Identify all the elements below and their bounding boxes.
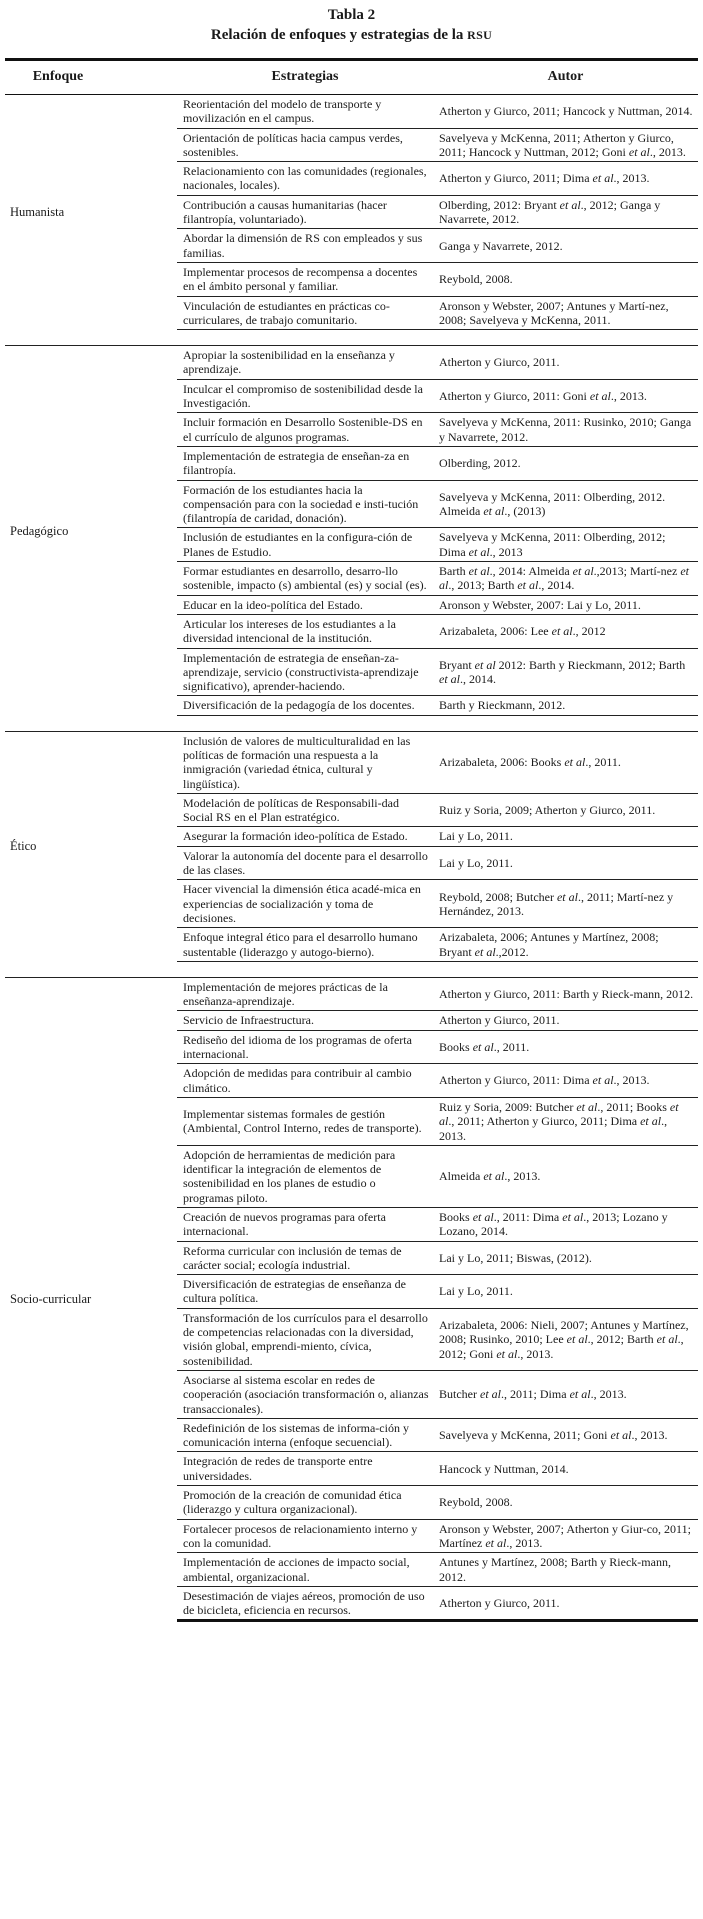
table-row	[5, 346, 698, 380]
autor-cell: Savelyeva y McKenna, 2011: Olberding, 2012; Dima et al., 2013	[433, 528, 698, 562]
estrategia-cell: Fortalecer procesos de relacionamiento interno y con la comunidad.	[177, 1519, 433, 1553]
autor-cell: Bryant et al 2012: Barth y Rieckmann, 2012; Barth et al., 2014.	[433, 648, 698, 696]
enfoque-cell: Pedagógico	[10, 523, 69, 538]
estrategia-cell: Valorar la autonomía del docente para el desarrollo de las clases.	[177, 846, 433, 880]
autor-cell: Lai y Lo, 2011; Biswas, (2012).	[433, 1241, 698, 1275]
separator-cell	[5, 961, 698, 977]
autor-cell: Arizabaleta, 2006: Books et al., 2011.	[433, 731, 698, 793]
autor-cell: Barth y Rieckmann, 2012.	[433, 696, 698, 715]
autor-cell: Ganga y Navarrete, 2012.	[433, 229, 698, 263]
estrategia-cell: Servicio de Infraestructura.	[177, 1011, 433, 1030]
estrategia-cell: Vinculación de estudiantes en prácticas co-curriculares, de trabajo comunitario.	[177, 296, 433, 330]
autor-cell: Lai y Lo, 2011.	[433, 827, 698, 846]
estrategia-cell: Contribución a causas humanitarias (hacer filantropía, voluntariado).	[177, 195, 433, 229]
table-row	[5, 977, 698, 1011]
autor-cell: Butcher et al., 2011; Dima et al., 2013.	[433, 1370, 698, 1418]
estrategia-cell: Orientación de políticas hacia campus verdes, sostenibles.	[177, 128, 433, 162]
autor-cell: Reybold, 2008.	[433, 1486, 698, 1520]
enfoque-cell: Socio-curricular	[10, 1292, 92, 1307]
estrategia-cell: Inclusión de valores de multiculturalidad en las políticas de formación una respuesta a la inmigración (variedad étnica, cultural y lingüística).	[177, 731, 433, 793]
table-title: Tabla 2	[327, 7, 376, 23]
autor-cell: Savelyeva y McKenna, 2011; Goni et al., 2013.	[433, 1418, 698, 1452]
estrategia-cell: Implementación de mejores prácticas de la enseñanza-aprendizaje.	[177, 977, 433, 1011]
enfoque-cell: Humanista	[10, 205, 65, 220]
rsu-abbreviation: RSU	[467, 28, 493, 42]
autor-cell: Lai y Lo, 2011.	[433, 846, 698, 880]
estrategia-cell: Redefinición de los sistemas de informa-ción y comunicación interna (enfoque secuencial).	[177, 1418, 433, 1452]
estrategia-cell: Educar en la ideo-política del Estado.	[177, 595, 433, 614]
estrategia-cell: Promoción de la creación de comunidad ética (liderazgo y cultura organizacional).	[177, 1486, 433, 1520]
autor-cell: Atherton y Giurco, 2011.	[433, 1586, 698, 1621]
estrategia-cell: Modelación de políticas de Responsabili-dad Social RS en el Plan estratégico.	[177, 793, 433, 827]
estrategia-cell: Formación de los estudiantes hacia la compensación para con la sociedad e insti-tución (filantropía de caridad, donación).	[177, 480, 433, 528]
group-separator	[5, 330, 698, 346]
estrategia-cell: Desestimación de viajes aéreos, promoción de uso de bicicleta, eficiencia en recursos.	[177, 1586, 433, 1621]
autor-cell: Savelyeva y McKenna, 2011: Olberding, 2012. Almeida et al., (2013)	[433, 480, 698, 528]
autor-cell: Ruiz y Soria, 2009; Atherton y Giurco, 2011.	[433, 793, 698, 827]
estrategia-cell: Implementación de estrategia de enseñan-za-aprendizaje, servicio (constructivista-aprendizaje significativo), aprender-haciendo.	[177, 648, 433, 696]
estrategia-cell: Abordar la dimensión de RS con empleados y sus familias.	[177, 229, 433, 263]
estrategia-cell: Implementación de estrategia de enseñan-za en filantropía.	[177, 446, 433, 480]
autor-cell: Arizabaleta, 2006; Antunes y Martínez, 2008; Bryant et al.,2012.	[433, 928, 698, 962]
estrategia-cell: Creación de nuevos programas para oferta internacional.	[177, 1208, 433, 1242]
autor-cell: Hancock y Nuttman, 2014.	[433, 1452, 698, 1486]
autor-cell: Atherton y Giurco, 2011: Goni et al., 2013.	[433, 379, 698, 413]
estrategia-cell: Inculcar el compromiso de sostenibilidad desde la Investigación.	[177, 379, 433, 413]
autor-cell: Antunes y Martínez, 2008; Barth y Rieck-mann, 2012.	[433, 1553, 698, 1587]
autor-cell: Savelyeva y McKenna, 2011: Rusinko, 2010; Ganga y Navarrete, 2012.	[433, 413, 698, 447]
autor-cell: Atherton y Giurco, 2011.	[433, 1011, 698, 1030]
estrategia-cell: Transformación de los currículos para el desarrollo de competencias relacionadas con la diversidad, visión global, emprendi-miento, cívica, sostenibilidad.	[177, 1308, 433, 1370]
estrategia-cell: Relacionamiento con las comunidades (regionales, nacionales, locales).	[177, 162, 433, 196]
autor-cell: Atherton y Giurco, 2011: Barth y Rieck-mann, 2012.	[433, 977, 698, 1011]
estrategia-cell: Enfoque integral ético para el desarrollo humano sustentable (liderazgo y autogo-bierno).	[177, 928, 433, 962]
estrategia-cell: Diversificación de estrategias de enseñanza de cultura política.	[177, 1275, 433, 1309]
table-subtitle	[0, 25, 703, 45]
estrategia-cell: Articular los intereses de los estudiantes a la diversidad intencional de la institución.	[177, 614, 433, 648]
autor-cell: Olberding, 2012: Bryant et al., 2012; Ganga y Navarrete, 2012.	[433, 195, 698, 229]
estrategia-cell: Asegurar la formación ideo-política de Estado.	[177, 827, 433, 846]
autor-cell: Aronson y Webster, 2007; Atherton y Giur-co, 2011; Martínez et al., 2013.	[433, 1519, 698, 1553]
estrategia-cell: Implementar sistemas formales de gestión (Ambiental, Control Interno, redes de transporte).	[177, 1097, 433, 1145]
autor-cell: Books et al., 2011: Dima et al., 2013; Lozano y Lozano, 2014.	[433, 1208, 698, 1242]
estrategia-cell: Hacer vivencial la dimensión ética acadé-mica en experiencias de socialización y toma de decisiones.	[177, 880, 433, 928]
separator-cell	[5, 330, 698, 346]
autor-cell: Aronson y Webster, 2007; Antunes y Martí-nez, 2008; Savelyeva y McKenna, 2011.	[433, 296, 698, 330]
table-body	[5, 95, 698, 1621]
autor-cell: Almeida et al., 2013.	[433, 1145, 698, 1207]
strategies-table	[5, 58, 698, 1622]
autor-cell: Olberding, 2012.	[433, 446, 698, 480]
estrategia-cell: Rediseño del idioma de los programas de oferta internacional.	[177, 1030, 433, 1064]
group-separator	[5, 715, 698, 731]
estrategia-cell: Reorientación del modelo de transporte y movilización en el campus.	[177, 95, 433, 129]
autor-cell: Savelyeva y McKenna, 2011; Atherton y Giurco, 2011; Hancock y Nuttman, 2012; Goni et al., 2013.	[433, 128, 698, 162]
autor-cell: Reybold, 2008; Butcher et al., 2011; Martí-nez y Hernández, 2013.	[433, 880, 698, 928]
estrategia-cell: Implementar procesos de recompensa a docentes en el ámbito personal y familiar.	[177, 262, 433, 296]
autor-cell: Atherton y Giurco, 2011; Hancock y Nuttman, 2014.	[433, 95, 698, 129]
table-header-row	[5, 60, 698, 95]
estrategia-cell: Inclusión de estudiantes en la configura-ción de Planes de Estudio.	[177, 528, 433, 562]
estrategia-cell: Diversificación de la pedagogía de los docentes.	[177, 696, 433, 715]
autor-cell: Lai y Lo, 2011.	[433, 1275, 698, 1309]
group-separator	[5, 961, 698, 977]
estrategia-cell: Incluir formación en Desarrollo Sostenible-DS en el currículo de algunos programas.	[177, 413, 433, 447]
header-enfoque: Enfoque	[5, 60, 177, 95]
estrategia-cell: Adopción de medidas para contribuir al cambio climático.	[177, 1064, 433, 1098]
estrategia-cell: Implementación de acciones de impacto social, ambiental, organizacional.	[177, 1553, 433, 1587]
autor-cell: Atherton y Giurco, 2011.	[433, 346, 698, 380]
autor-cell: Arizabaleta, 2006: Nieli, 2007; Antunes y Martínez, 2008; Rusinko, 2010; Lee et al., 2012; Barth et al., 2012; Goni et al., 2013.	[433, 1308, 698, 1370]
table-caption	[0, 0, 703, 45]
autor-cell: Barth et al., 2014: Almeida et al.,2013; Martí-nez et al., 2013; Barth et al., 2014.	[433, 562, 698, 596]
header-estrategias: Estrategias	[177, 60, 433, 95]
separator-cell	[5, 715, 698, 731]
autor-cell: Atherton y Giurco, 2011: Dima et al., 2013.	[433, 1064, 698, 1098]
table-subtitle-text: Relación de enfoques y estrategias de la	[210, 27, 468, 43]
estrategia-cell: Apropiar la sostenibilidad en la enseñanza y aprendizaje.	[177, 346, 433, 380]
table-row	[5, 731, 698, 793]
estrategia-cell: Formar estudiantes en desarrollo, desarro-llo sostenible, impacto (s) ambiental (es) y social (es).	[177, 562, 433, 596]
estrategia-cell: Reforma curricular con inclusión de temas de carácter social; ecología industrial.	[177, 1241, 433, 1275]
autor-cell: Books et al., 2011.	[433, 1030, 698, 1064]
estrategia-cell: Asociarse al sistema escolar en redes de cooperación (asociación transformación o, alianzas transaccionales).	[177, 1370, 433, 1418]
enfoque-cell: Ético	[10, 839, 37, 854]
header-autor: Autor	[433, 60, 698, 95]
autor-cell: Atherton y Giurco, 2011; Dima et al., 2013.	[433, 162, 698, 196]
autor-cell: Arizabaleta, 2006: Lee et al., 2012	[433, 614, 698, 648]
estrategia-cell: Integración de redes de transporte entre universidades.	[177, 1452, 433, 1486]
autor-cell: Reybold, 2008.	[433, 262, 698, 296]
estrategia-cell: Adopción de herramientas de medición para identificar la integración de elementos de sostenibilidad en los planes de estudio o programas piloto.	[177, 1145, 433, 1207]
autor-cell: Ruiz y Soria, 2009: Butcher et al., 2011; Books et al., 2011; Atherton y Giurco, 2011; Dima et al., 2013.	[433, 1097, 698, 1145]
autor-cell: Aronson y Webster, 2007: Lai y Lo, 2011.	[433, 595, 698, 614]
table-row	[5, 95, 698, 129]
